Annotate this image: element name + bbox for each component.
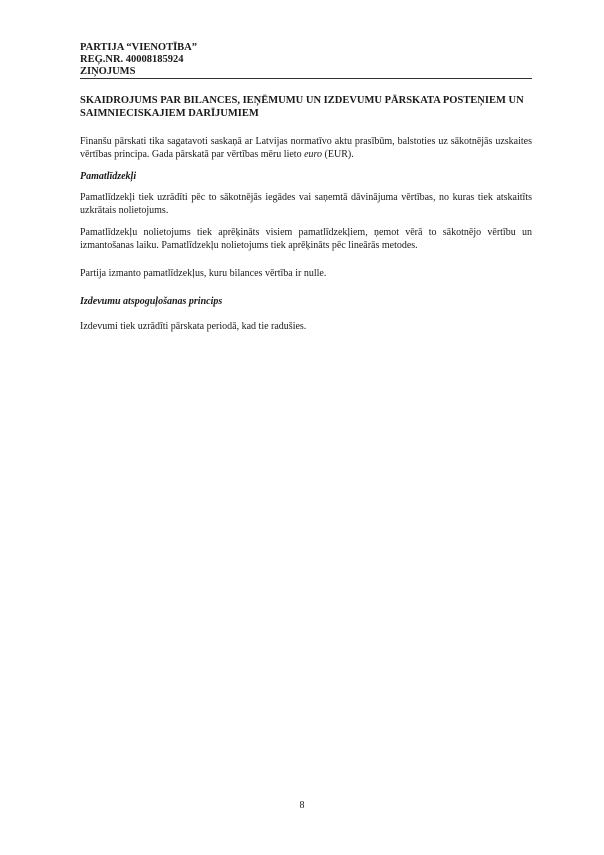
registration-number: REĢ.NR. 40008185924	[80, 54, 184, 65]
intro-text-part-1: Finanšu pārskati tika sagatavoti saskaņā ar Latvijas normatīvo aktu prasībūm, balstoties uz sākotnējās uzskaites vērtības principa. Gada pārskatā par vērtības mēru lieto	[80, 136, 532, 160]
section-title-line-1: SKAIDROJUMS PAR BILANCES, IEŅĒMUMU UN IZDEVUMU PĀRSKATA POSTEŅIEM UN	[80, 95, 524, 106]
header-divider	[80, 78, 532, 79]
intro-paragraph	[80, 136, 532, 161]
party-name: PARTIJA “VIENOTĪBA”	[80, 42, 197, 53]
intro-text-part-2: (EUR).	[322, 148, 354, 160]
section-title	[80, 94, 532, 120]
fixed-assets-heading: Pamatlīdzekļi	[80, 171, 137, 182]
fixed-assets-paragraph-2: Pamatlīdzekļu nolietojums tiek aprēķināts visiem pamatlīdzekļiem, ņemot vērā to sākotnējo vērtību un izmantošanas laiku. Pamatlīdzekļu nolietojums tiek aprēķināts pēc lineārās metodes.	[80, 227, 532, 251]
expenses-heading: Izdevumu atspoguļošanas princips	[80, 296, 223, 307]
document-header	[80, 42, 532, 78]
report-label: ZIŅOJUMS	[80, 66, 136, 77]
page-number: 8	[299, 800, 305, 811]
fixed-assets-paragraph-1: Pamatlīdzekļi tiek uzrādīti pēc to sākotnējās iegādes vai saņemtā dāvinājuma vērtības, no kuras tiek atskaitīts uzkrātais nolietojums.	[80, 192, 532, 216]
intro-currency-italic: euro	[304, 148, 323, 160]
fixed-assets-paragraph-3: Partija izmanto pamatlīdzekļus, kuru bilances vērtība ir nulle.	[80, 268, 327, 279]
expenses-paragraph-1: Izdevumi tiek uzrādīti pārskata periodā, kad tie radušies.	[80, 321, 307, 332]
section-title-line-2: SAIMNIECISKAJIEM DARĪJUMIEM	[80, 108, 259, 119]
